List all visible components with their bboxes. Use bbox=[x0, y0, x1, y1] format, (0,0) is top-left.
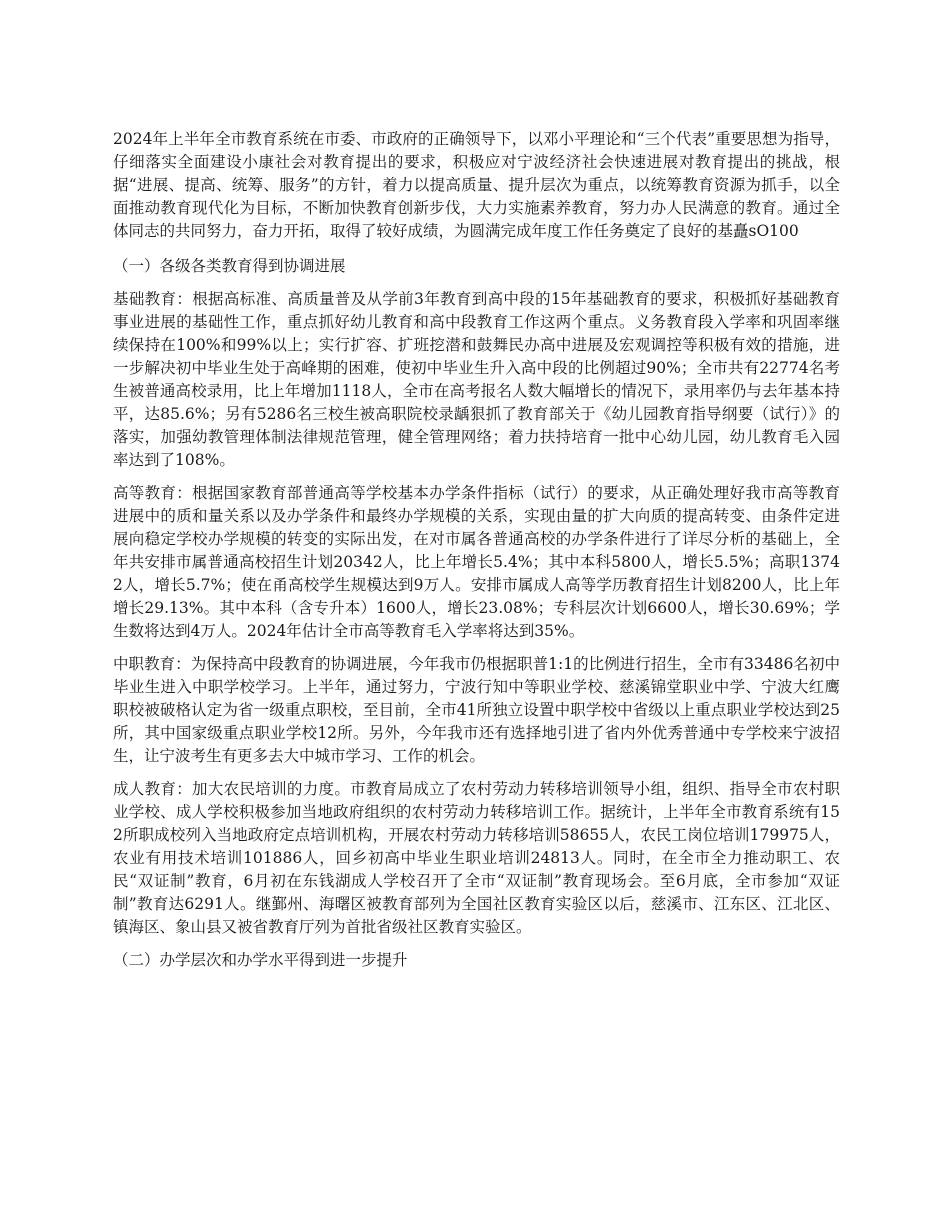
document-page bbox=[113, 128, 840, 982]
higher-education-paragraph: 高等教育：根据国家教育部普通高等学校基本办学条件指标（试行）的要求，从正确处理好我市高等教育进展中的质和量关系以及办学条件和最终办学规模的关系，实现由量的扩大向质的提高转变、由条件定进展向稳定学校办学规模的转变的实际出发，在对市属各普通高校的办学条件进行了详尽分析的基础上，全年共安排市属普通高校招生计划20342人，比上年增长5.4%；其中本科5800人，增长5.5%；高职13742人，增长5.7%；使在甬高校学生规模达到9万人。安排市属成人高等学历教育招生计划8200人，比上年增长29.13%。其中本科（含专升本）1600人，增长23.08%；专科层次计划6600人，增长30.69%；学生数将达到4万人。2024年估计全市高等教育毛入学率将达到35%。 bbox=[113, 484, 840, 640]
intro-paragraph: 2024年上半年全市教育系统在市委、市政府的正确领导下，以邓小平理论和“三个代表”重要思想为指导，仔细落实全面建设小康社会对教育提出的要求，积极应对宁波经济社会快速进展对教育提出的挑战，根据“进展、提高、统筹、服务”的方针，着力以提高质量、提升层次为重点，以统筹教育资源为抓手，以全面推动教育现代化为目标，不断加快教育创新步伐，大力实施素养教育，努力办人民满意的教育。通过全体同志的共同努力，奋力开拓，取得了较好成绩，为圆满完成年度工作任务奠定了良好的基矗sO100 bbox=[113, 130, 840, 240]
section-heading-school-level: （二）办学层次和办学水平得到进一步提升 bbox=[113, 951, 408, 969]
basic-education-paragraph: 基础教育：根据高标准、高质量普及从学前3年教育到高中段的15年基础教育的要求，积极抓好基础教育事业进展的基础性工作，重点抓好幼儿教育和高中段教育工作这两个重点。义务教育段入学率和巩固率继续保持在100%和99%以上；实行扩容、扩班挖潜和鼓舞民办高中进展及宏观调控等积极有效的措施，进一步解决初中毕业生处于高峰期的困难，使初中毕业生升入高中段的比例超过90%；全市共有22774名考生被普通高校录用，比上年增加1118人，全市在高考报名人数大幅增长的情况下，录用率仍与去年基本持平，达85.6%；另有5286名三校生被高职院校录龋狠抓了教育部关于《幼儿园教育指导纲要（试行）》的落实，加强幼教管理体制法律规范管理，健全管理网络；着力扶持培育一批中心幼儿园，幼儿教育毛入园率达到了108%。 bbox=[113, 290, 840, 469]
section-heading-coordinated-development: （一）各级各类教育得到协调进展 bbox=[113, 257, 346, 275]
vocational-education-paragraph: 中职教育：为保持高中段教育的协调进展，今年我市仍根据职普1:1的比例进行招生，全市有33486名初中毕业生进入中职学校学习。上半年，通过努力，宁波行知中等职业学校、慈溪锦堂职业中学、宁波大红鹰职校被破格认定为省一级重点职校，至目前，全市41所独立设置中职学校中省级以上重点职业学校达到25所，其中国家级重点职业学校12所。另外，今年我市还有选择地引进了省内外优秀普通中专学校来宁波招生，让宁波考生有更多去大中城市学习、工作的机会。 bbox=[113, 655, 840, 765]
adult-education-paragraph: 成人教育：加大农民培训的力度。市教育局成立了农村劳动力转移培训领导小组，组织、指导全市农村职业学校、成人学校积极参加当地政府组织的农村劳动力转移培训工作。据统计，上半年全市教育系统有152所职成校列入当地政府定点培训机构，开展农村劳动力转移培训58655人，农民工岗位培训179975人，农业有用技术培训101886人，回乡初高中毕业生职业培训24813人。同时，在全市全力推动职工、农民“双证制”教育，6月初在东钱湖成人学校召开了全市“双证制”教育现场会。至6月底，全市参加“双证制”教育达6291人。继鄞州、海曙区被教育部列为全国社区教育实验区以后，慈溪市、江东区、江北区、镇海区、象山县又被省教育厅列为首批省级社区教育实验区。 bbox=[113, 780, 840, 936]
